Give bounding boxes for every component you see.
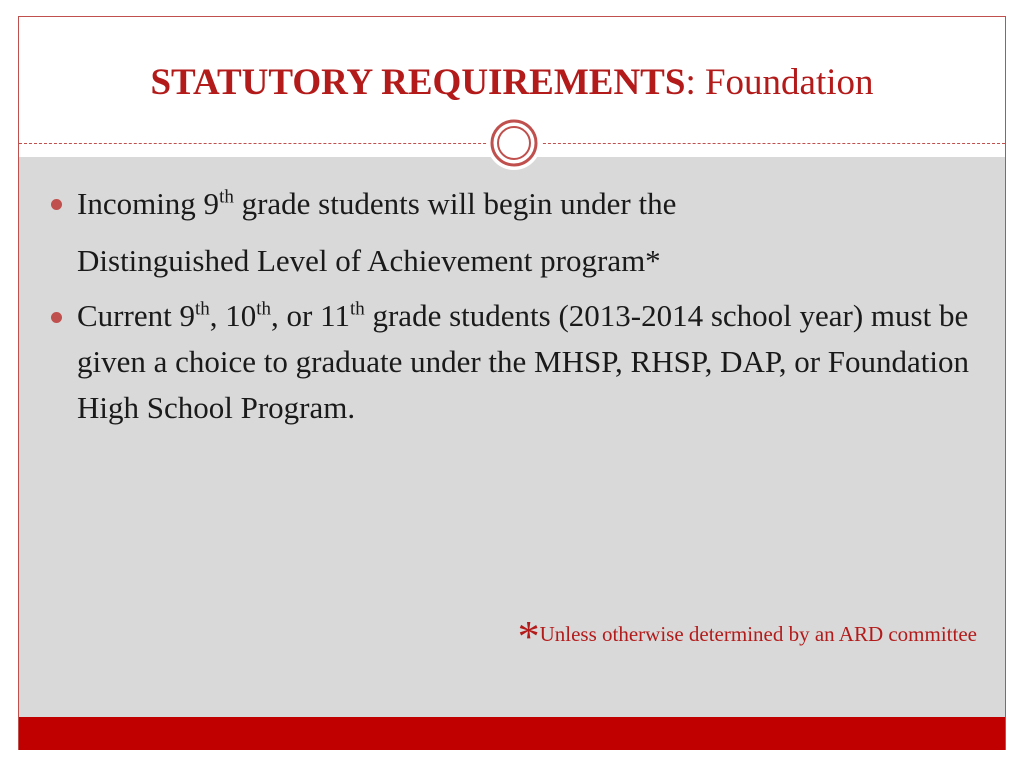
bullet-1-text-a: Incoming 9 xyxy=(77,186,220,221)
bottom-accent-bar xyxy=(19,717,1005,750)
footnote xyxy=(518,611,977,662)
bullet-2-text-c: , or 11 xyxy=(271,298,350,333)
bullet-2-text-a: Current 9 xyxy=(77,298,195,333)
title-subtext: : Foundation xyxy=(685,62,874,103)
bullet-item-current xyxy=(51,293,971,431)
bullet-1-text-c: Distinguished Level of Achievement program* xyxy=(77,243,661,278)
circle-ornament-icon xyxy=(486,115,542,171)
slide xyxy=(18,16,1006,750)
bullet-1-sup: th xyxy=(219,186,234,208)
footnote-text: Unless otherwise determined by an ARD committee xyxy=(539,622,977,646)
bullet-dot-icon xyxy=(51,199,62,210)
bullet-2-sup-3: th xyxy=(349,298,365,320)
bullet-2-text-d: grade students (2013-2014 school year) must be given a choice to graduate under the MHSP, RHSP, DAP, or Foundation High School Program. xyxy=(77,298,970,425)
bullet-2-text-b: , 10 xyxy=(209,298,257,333)
footnote-asterisk: * xyxy=(517,612,540,661)
content-area xyxy=(19,157,1005,717)
bullet-2-sup-1: th xyxy=(194,298,210,320)
bullet-1-text-b: grade students will begin under the xyxy=(233,186,677,221)
title-bold-text: STATUTORY REQUIREMENTS xyxy=(150,62,686,103)
slide-title xyxy=(19,61,1005,105)
bullet-2-sup-2: th xyxy=(256,298,272,320)
bullet-item-incoming xyxy=(51,175,971,289)
bullet-dot-icon xyxy=(51,312,62,323)
bullet-list xyxy=(51,187,971,431)
